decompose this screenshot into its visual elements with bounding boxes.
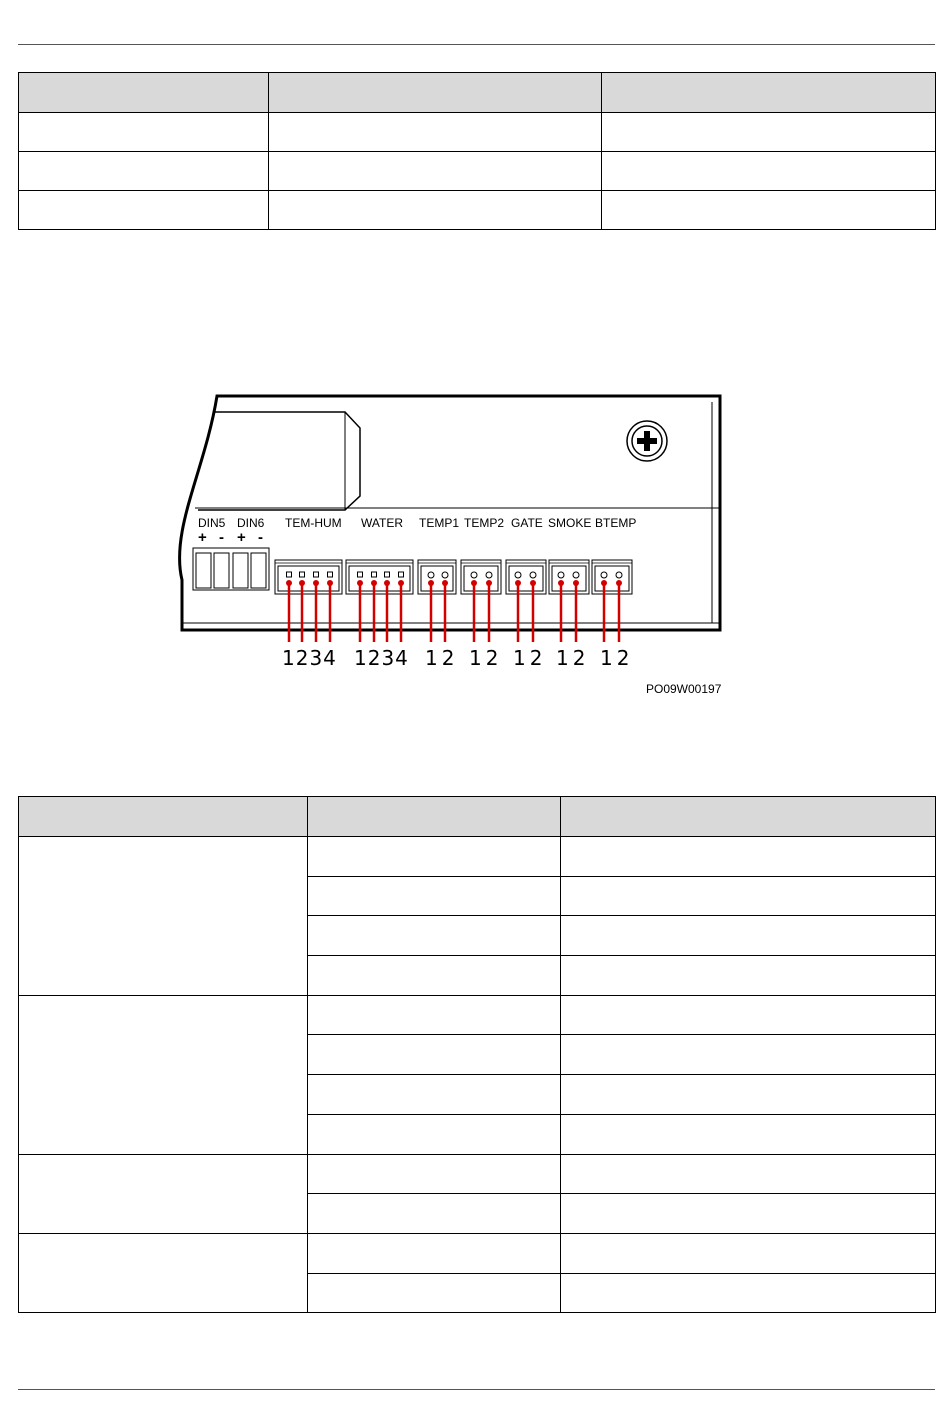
table-cell (561, 916, 936, 956)
table-cell (561, 956, 936, 996)
group-label-cell (19, 1154, 308, 1233)
port-label-btemp: BTEMP (595, 516, 637, 530)
table-cell (561, 1114, 936, 1154)
header-rule (18, 44, 935, 45)
table-cell (308, 1273, 561, 1313)
table-cell (602, 152, 936, 191)
group-label-cell (19, 995, 308, 1154)
port-label-gate: GATE (511, 516, 543, 530)
table-cell (308, 1114, 561, 1154)
figure-id: PO09W00197 (646, 682, 722, 696)
polarity-din5-minus: - (219, 529, 224, 546)
pin-numbers-smoke: 12 (556, 646, 590, 670)
port-diagram (0, 380, 950, 710)
table-cell (308, 995, 561, 1035)
table-header-cell (19, 73, 269, 113)
table-header-cell (602, 73, 936, 113)
table-cell (602, 191, 936, 230)
table-cell (561, 1035, 936, 1075)
port-label-temp2: TEMP2 (464, 516, 505, 530)
pin-numbers-tem-hum: 1234 (282, 646, 337, 670)
table-header-row (19, 73, 936, 113)
table-cell (308, 1075, 561, 1115)
table-header-cell (308, 797, 561, 837)
group-label-cell (19, 837, 308, 996)
port-label-temp1: TEMP1 (419, 516, 460, 530)
table-cell (561, 1233, 936, 1273)
table-cell (602, 113, 936, 152)
table-header-cell (19, 797, 308, 837)
table-header-row (19, 797, 936, 837)
table-header-cell (561, 797, 936, 837)
screw-icon (627, 421, 667, 461)
table-cell (308, 916, 561, 956)
table-header-cell (269, 73, 602, 113)
table-cell (561, 837, 936, 877)
polarity-din6-minus: - (258, 529, 263, 546)
table-row (19, 1154, 936, 1194)
port-label-water: WATER (361, 516, 403, 530)
table-cell (269, 191, 602, 230)
table-cell (269, 152, 602, 191)
pin-numbers-water: 1234 (354, 646, 409, 670)
table-row (19, 837, 936, 877)
table-row (19, 191, 936, 230)
table-cell (19, 191, 269, 230)
table-cell (308, 1035, 561, 1075)
table-row (19, 995, 936, 1035)
table-cell (308, 1154, 561, 1194)
table-cell (308, 876, 561, 916)
table-top (18, 72, 936, 230)
pin-numbers-btemp: 12 (600, 646, 634, 670)
table-row (19, 1233, 936, 1273)
pin-numbers-gate: 12 (513, 646, 547, 670)
table-cell (308, 956, 561, 996)
table-row (19, 113, 936, 152)
table-cell (308, 837, 561, 877)
table-cell (308, 1233, 561, 1273)
port-label-din5: DIN5 (198, 516, 226, 530)
pin-numbers-temp1: 12 (425, 646, 459, 670)
footer-rule (18, 1389, 935, 1390)
table-cell (561, 1075, 936, 1115)
table-bottom (18, 796, 936, 1313)
table-cell (561, 995, 936, 1035)
table-cell (561, 1154, 936, 1194)
port-label-din6: DIN6 (237, 516, 265, 530)
table-cell (308, 1194, 561, 1234)
group-label-cell (19, 1233, 308, 1312)
port-label-smoke: SMOKE (548, 516, 592, 530)
table-cell (269, 113, 602, 152)
pin-numbers-temp2: 12 (469, 646, 503, 670)
polarity-din6-plus: + (237, 529, 246, 546)
polarity-din5-plus: + (198, 529, 207, 546)
table-cell (561, 1273, 936, 1313)
table-cell (19, 113, 269, 152)
table-cell (561, 1194, 936, 1234)
table-row (19, 152, 936, 191)
port-label-tem-hum: TEM-HUM (285, 516, 342, 530)
table-cell (561, 876, 936, 916)
table-cell (19, 152, 269, 191)
